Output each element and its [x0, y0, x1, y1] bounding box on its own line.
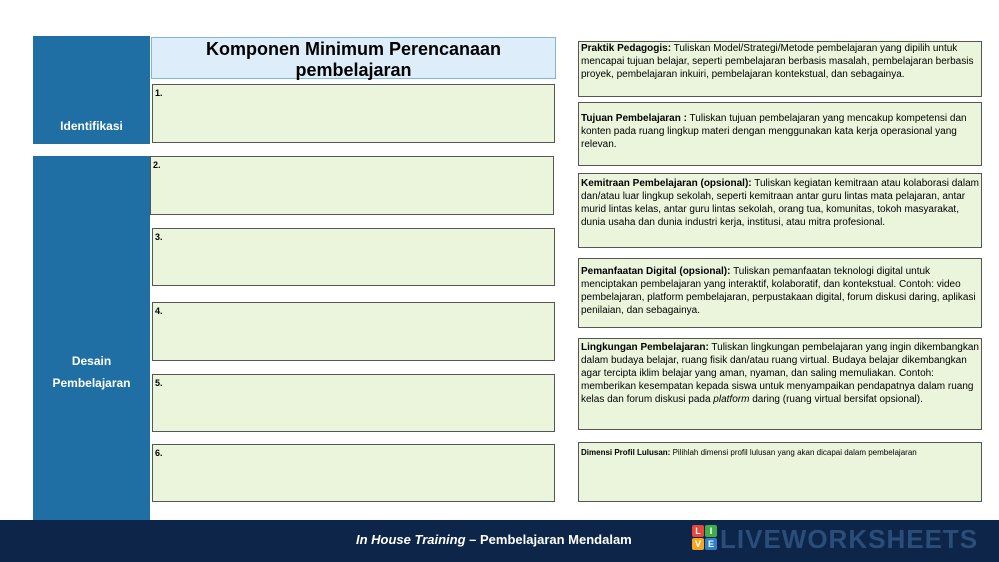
info-text: Tuliskan pemanfaatan teknologi digital untuk menciptakan pembelajaran yang interaktif, kolaboratif, dan kontekstual. Contoh: video pembelajaran, platform pembelajaran, perpustakaan digital, forum diskusi daring, aplikasi penilaian, dan sebagainya.	[581, 266, 976, 316]
info-heading: Pemanfaatan Digital (opsional):	[581, 266, 731, 277]
info-text: Tuliskan kegiatan kemitraan atau kolaborasi dalam dan/atau luar lingkup sekolah, seperti kemitraan antar guru lintas mata pelajaran, antar murid lintas kelas, antar guru lintas sekolah, orang tua, komunitas, tokoh masyarakat, dunia usaha dan dunia industri kerja, institusi, atau mitra profesional.	[581, 178, 979, 228]
entry-number: 4.	[155, 306, 163, 316]
info-kemitraan-pembelajaran	[578, 173, 982, 248]
logo-letter: I	[705, 525, 717, 537]
info-text: Tuliskan Model/Strategi/Metode pembelajaran yang dipilih untuk mencapai tujuan belajar, seperti pembelajaran berbasis masalah, pembelajaran berbasis proyek, pembelajaran inkuiri, pembelajaran kontekstual, dan sebagainya.	[581, 43, 974, 80]
info-heading: Dimensi Profil Lulusan:	[581, 448, 671, 457]
info-text: Tuliskan tujuan pembelajaran yang mencakup kompetensi dan konten pada ruang lingkup materi dengan menggunakan kata kerja operasional yang relevan.	[581, 113, 967, 150]
info-pemanfaatan-digital	[578, 258, 982, 328]
info-dimensi-profil-lulusan	[578, 442, 982, 502]
identifikasi-label: Identifikasi	[60, 119, 123, 133]
footer-text	[356, 532, 632, 547]
page-title: Komponen Minimum Perencanaan pembelajaran	[151, 37, 556, 79]
info-heading: Lingkungan Pembelajaran:	[581, 342, 709, 353]
info-text: Tuliskan lingkungan pembelajaran yang ingin dikembangkan dalam budaya belajar, ruang fisik dan/atau ruang virtual. Budaya belajar dikembangkan agar tercipta iklim belajar yang aman, nyaman, dan saling memuliakan. Contoh: memberikan kesempatan kepada siswa untuk menyampaikan pendapatnya dalam ruang kelas dan forum diskusi pada	[581, 342, 979, 405]
info-heading: Praktik Pedagogis:	[581, 43, 672, 54]
entry-box-2[interactable]	[150, 156, 554, 215]
info-heading: Kemitraan Pembelajaran (opsional):	[581, 178, 752, 189]
desain-label: Desain Pembelajaran	[52, 354, 131, 390]
liveworksheets-brand: LIVEWORKSHEETS	[720, 524, 979, 554]
identifikasi-block	[33, 36, 150, 144]
info-heading: Tujuan Pembelajaran :	[581, 113, 687, 124]
footer-italic: In House Training	[356, 532, 466, 547]
entry-number: 6.	[155, 448, 163, 458]
footer-rest: – Pembelajaran Mendalam	[465, 532, 632, 547]
entry-box-1[interactable]	[152, 84, 555, 143]
entry-box-4[interactable]	[152, 302, 555, 361]
logo-letter: V	[692, 538, 704, 550]
info-tujuan-pembelajaran	[578, 102, 982, 166]
entry-box-3[interactable]	[152, 228, 555, 286]
footer-bar	[0, 520, 999, 562]
entry-number: 5.	[155, 378, 163, 388]
entry-number: 3.	[155, 232, 163, 242]
info-text-after: daring (ruang virtual bersifat opsional).	[749, 394, 923, 405]
logo-letter: E	[705, 538, 717, 550]
liveworksheets-logo-icon	[692, 525, 718, 551]
info-italic: platform	[713, 394, 750, 405]
entry-number: 1.	[155, 88, 163, 98]
entry-number: 2.	[153, 160, 161, 170]
logo-letter: L	[692, 525, 704, 537]
info-lingkungan-pembelajaran	[578, 338, 982, 430]
entry-box-6[interactable]	[152, 444, 555, 502]
info-text: Pilihlah dimensi profil lulusan yang akan dicapai dalam pembelajaran	[670, 448, 917, 457]
info-praktik-pedagogis	[578, 41, 982, 97]
entry-box-5[interactable]	[152, 374, 555, 432]
desain-block	[33, 156, 150, 520]
